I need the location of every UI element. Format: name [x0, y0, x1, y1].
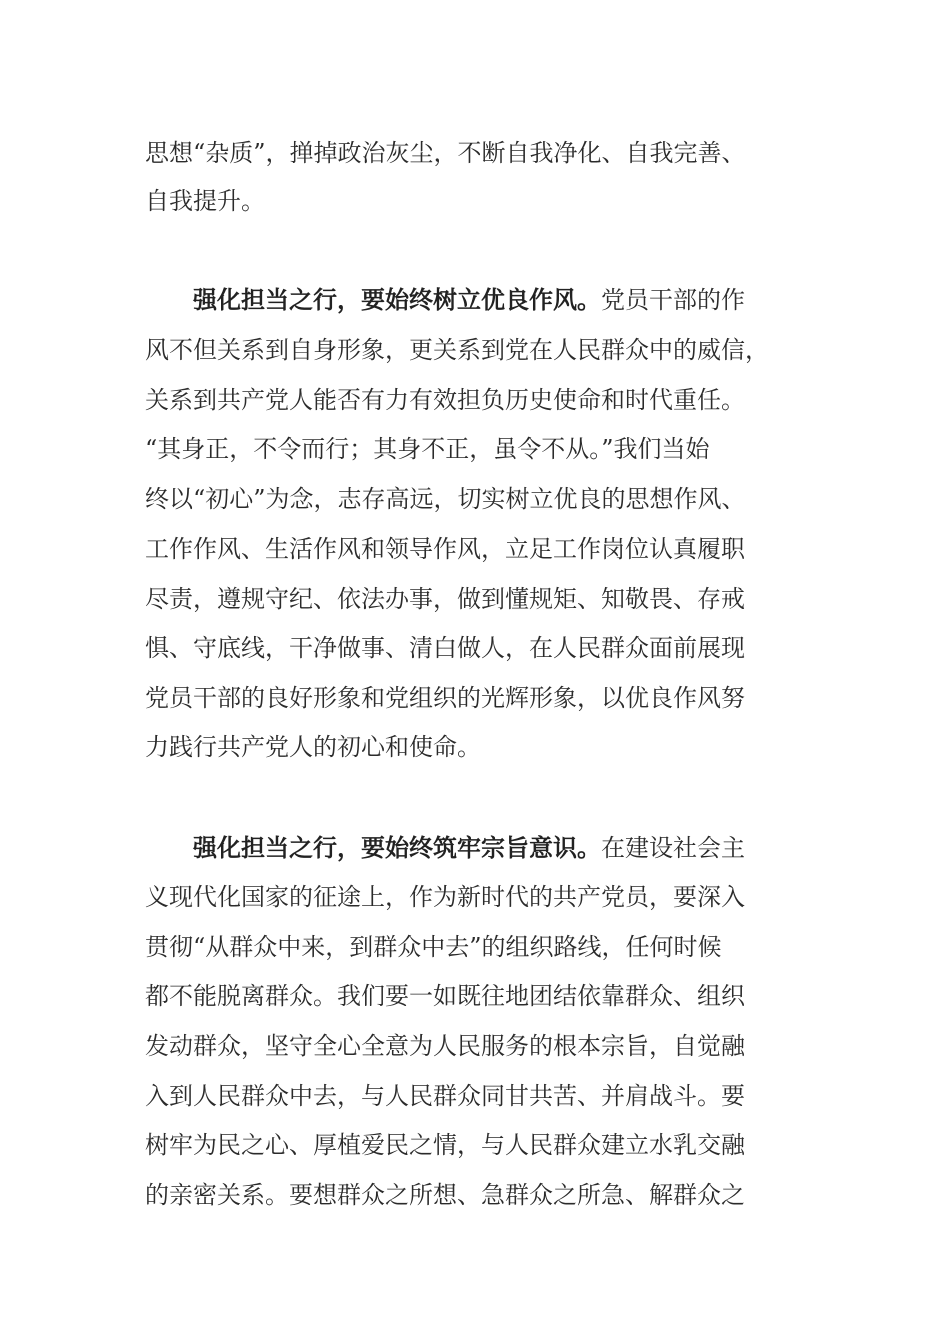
- paragraph-line: 思想“杂质”，掸掉政治灰尘，不断自我净化、自我完善、: [145, 139, 746, 167]
- paragraph-text: 党员干部的作: [601, 286, 745, 314]
- paragraph-heading: 强化担当之行，要始终树立优良作风。: [193, 285, 601, 314]
- paragraph-text: 在建设社会主: [601, 834, 745, 862]
- paragraph-line: 党员干部的良好形象和党组织的光辉形象，以优良作风努: [145, 684, 745, 712]
- paragraph-line: 义现代化国家的征途上，作为新时代的共产党员，要深入: [145, 883, 745, 911]
- paragraph-first-line: [193, 828, 745, 868]
- paragraph-line: 自我提升。: [145, 187, 265, 215]
- paragraph-line: 的亲密关系。要想群众之所想、急群众之所急、解群众之: [145, 1181, 745, 1209]
- paragraph-line: 尽责，遵规守纪、依法办事，做到懂规矩、知敬畏、存戒: [145, 585, 745, 613]
- paragraph-line: 树牢为民之心、厚植爱民之情，与人民群众建立水乳交融: [145, 1131, 745, 1159]
- paragraph-line: 工作作风、生活作风和领导作风，立足工作岗位认真履职: [145, 535, 745, 563]
- paragraph-line: 终以“初心”为念，志存高远，切实树立优良的思想作风、: [145, 485, 746, 513]
- paragraph-line: “其身正，不令而行；其身不正，虽令不从。”我们当始: [145, 435, 710, 463]
- paragraph-line: 惧、守底线，干净做事、清白做人，在人民群众面前展现: [145, 634, 745, 662]
- paragraph-line: 入到人民群众中去，与人民群众同甘共苦、并肩战斗。要: [145, 1082, 745, 1110]
- paragraph-line: 发动群众，坚守全心全意为人民服务的根本宗旨，自觉融: [145, 1032, 745, 1060]
- paragraph-line: 力践行共产党人的初心和使命。: [145, 733, 481, 761]
- paragraph-line: 关系到共产党人能否有力有效担负历史使命和时代重任。: [145, 386, 745, 414]
- paragraph-heading: 强化担当之行，要始终筑牢宗旨意识。: [193, 833, 601, 862]
- paragraph-line: 风不但关系到自身形象，更关系到党在人民群众中的威信，: [145, 336, 769, 364]
- paragraph-first-line: [193, 280, 745, 320]
- paragraph-line: 贯彻“从群众中来，到群众中去”的组织路线，任何时候: [145, 933, 722, 961]
- paragraph-line: 都不能脱离群众。我们要一如既往地团结依靠群众、组织: [145, 982, 745, 1010]
